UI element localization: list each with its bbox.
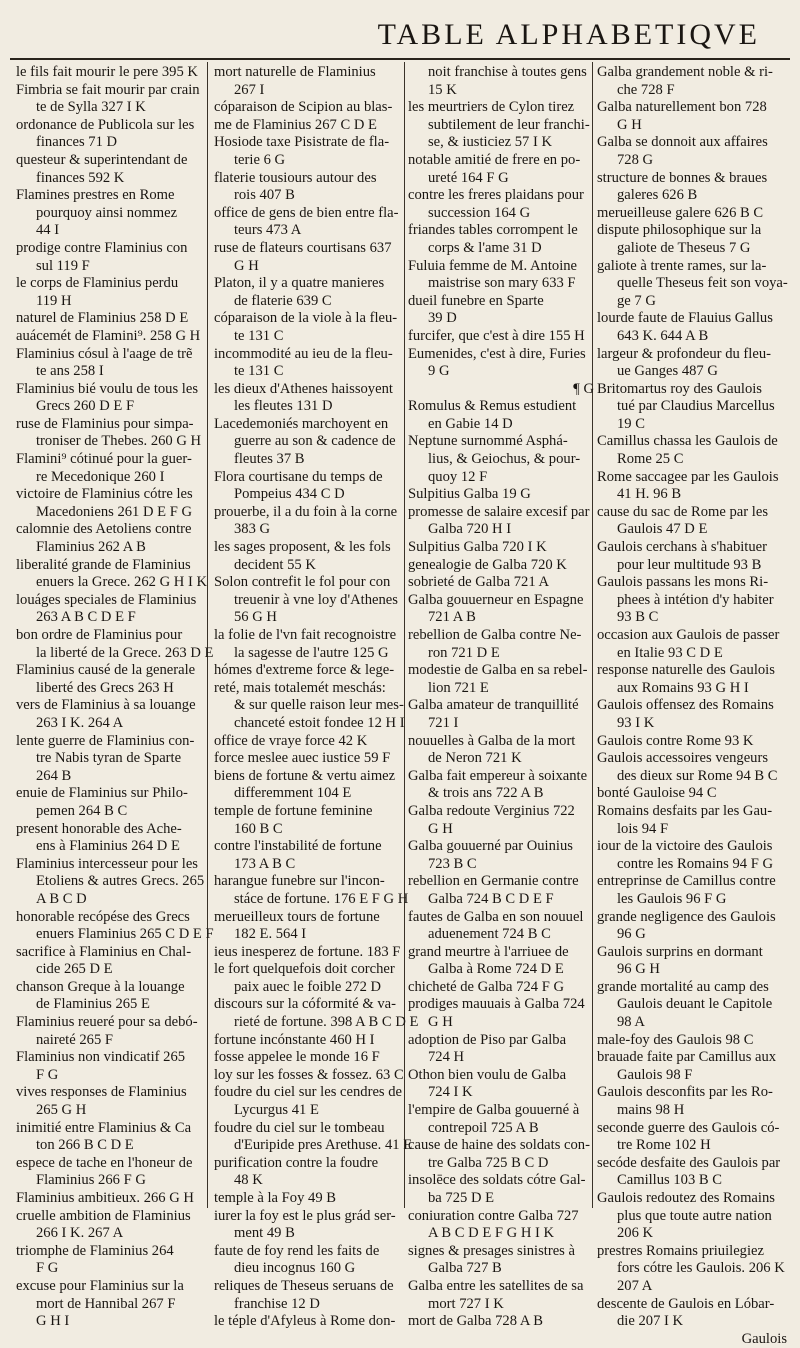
- index-line: reté, mais totalemét meschás:: [214, 679, 386, 696]
- index-line: 93 I K: [617, 714, 655, 731]
- index-line: 119 H: [36, 292, 72, 309]
- index-line: chanceté estoit fondee 12 H I: [234, 714, 405, 731]
- index-line: Galba fait empereur à soixante: [408, 767, 588, 784]
- index-line: mains 98 H: [617, 1102, 685, 1119]
- index-line: tué par Claudius Marcellus: [617, 398, 775, 415]
- index-line: iour de la victoire des Gaulois: [597, 838, 773, 855]
- index-line: finances 592 K: [36, 169, 125, 186]
- index-line: temple de fortune feminine: [214, 802, 373, 819]
- index-line: Britomartus roy des Gaulois: [597, 380, 762, 397]
- index-line: enuie de Flaminius sur Philo-: [16, 785, 188, 802]
- index-line: force meslee auec iustice 59 F: [214, 750, 391, 767]
- index-line: pourquoy ainsi nommez: [36, 204, 178, 221]
- index-line: ordonance de Publicola sur les: [16, 116, 195, 133]
- index-line: rieté de fortune. 398 A B C D E: [234, 1014, 419, 1031]
- index-line: Lycurgus 41 E: [234, 1102, 319, 1119]
- index-line: cóparaison de la viole à la fleu-: [214, 310, 398, 327]
- index-line: Othon bien voulu de Galba: [408, 1066, 567, 1083]
- index-line: me de Flaminius 267 C D E: [214, 116, 377, 133]
- index-line: structure de bonnes & braues: [597, 169, 768, 186]
- index-line: 93 B C: [617, 609, 659, 626]
- index-line: rebellion en Germanie contre: [408, 873, 579, 890]
- index-line: Neptune surnommé Asphá-: [408, 433, 568, 450]
- index-line: paix auec le foible 272 D: [234, 978, 382, 995]
- index-line: Camillus chassa les Gaulois de: [597, 433, 778, 450]
- index-line: rois 407 B: [234, 187, 295, 204]
- index-line: victoire de Flaminius cótre les: [16, 486, 193, 503]
- index-line: Sulpitius Galba 19 G: [408, 486, 531, 503]
- index-line: contre les freres plaidans pour: [408, 187, 584, 204]
- index-line: 98 A: [617, 1014, 645, 1031]
- index-line: guerre au son & cadence de: [234, 433, 396, 450]
- index-line: cruelle ambition de Flaminius: [16, 1207, 191, 1224]
- index-line: differemment 104 E: [234, 785, 352, 802]
- index-line: 263 A B C D E F: [36, 609, 136, 626]
- index-line: franchise 12 D: [234, 1295, 320, 1312]
- index-line: Flaminius causé de la generale: [16, 662, 196, 679]
- index-line: liberalité grande de Flaminius: [16, 556, 191, 573]
- index-line: 96 G H: [617, 961, 660, 978]
- index-line: notable amitié de frere en po-: [408, 151, 581, 168]
- index-line: terie 6 G: [234, 151, 286, 168]
- index-line: Fuluia femme de M. Antoine: [408, 257, 578, 274]
- index-line: 19 C: [617, 415, 645, 432]
- index-line: 96 G: [617, 926, 646, 943]
- index-line: teurs 473 A: [234, 222, 302, 239]
- index-line: Galba redoute Verginius 722: [408, 802, 575, 819]
- index-line: ¶ G: [573, 380, 594, 397]
- index-line: contre l'instabilité de fortune: [214, 838, 382, 855]
- index-line: fors cótre les Gaulois. 206 K: [617, 1260, 785, 1277]
- index-line: Romulus & Remus estudient: [408, 398, 577, 415]
- index-line: te ans 258 I: [36, 363, 104, 380]
- index-line: Flora courtisane du temps de: [214, 468, 383, 485]
- index-line: 39 D: [428, 310, 457, 327]
- index-line: fosse appelee le monde 16 F: [214, 1049, 380, 1066]
- index-line: present honorable des Ache-: [16, 820, 182, 837]
- index-line: Flaminius 262 A B: [36, 539, 146, 556]
- index-line: 48 K: [234, 1172, 263, 1189]
- index-line: finances 71 D: [36, 134, 118, 151]
- index-line: le corps de Flaminius perdu: [16, 275, 179, 292]
- index-line: harangue funebre sur l'incon-: [214, 873, 385, 890]
- index-line: le fort quelquefois doit corcher: [214, 961, 395, 978]
- index-line: Gaulois accessoires vengeurs: [597, 750, 769, 767]
- index-line: rebellion de Galba contre Ne-: [408, 627, 582, 643]
- index-line: mort naturelle de Flaminius: [214, 64, 376, 80]
- index-line: faute de foy rend les faits de: [214, 1242, 380, 1259]
- page-title: TABLE ALPHABETIQVE: [377, 18, 760, 51]
- index-line: G H: [617, 116, 642, 133]
- index-line: tre Galba 725 B C D: [428, 1154, 549, 1171]
- index-line: Flaminius intercesseur pour les: [16, 855, 198, 872]
- index-line: biens de fortune & vertu aimez: [214, 767, 396, 784]
- index-line: office de gens de bien entre fla-: [214, 204, 399, 221]
- index-line: occasion aux Gaulois de passer: [597, 627, 780, 643]
- index-line: la sagesse de l'autre 125 G: [234, 644, 389, 661]
- index-line: sobrieté de Galba 721 A: [408, 574, 550, 591]
- index-line: Solon contrefit le fol pour con: [214, 574, 391, 591]
- index-line: auácemét de Flamini⁹. 258 G H: [16, 327, 201, 344]
- index-line: prestres Romains priuilegiez: [597, 1242, 764, 1259]
- index-line: brauade faite par Camillus aux: [597, 1049, 777, 1066]
- index-line: Gaulois cerchans à s'habituer: [597, 539, 767, 556]
- index-line: lois 94 F: [617, 820, 669, 837]
- index-line: adoption de Piso par Galba: [408, 1031, 567, 1048]
- index-line: ton 266 B C D E: [36, 1137, 134, 1154]
- index-line: excuse pour Flaminius sur la: [16, 1277, 184, 1294]
- index-line: honorable recópése des Grecs: [16, 908, 190, 925]
- index-line: contre les Romains 94 F G: [617, 855, 774, 872]
- index-line: secóde desfaite des Gaulois par: [597, 1154, 781, 1171]
- index-line: corps & l'ame 31 D: [428, 239, 542, 256]
- index-line: Flaminius non vindicatif 265: [16, 1049, 186, 1066]
- column-divider: [207, 62, 208, 1208]
- index-line: lourde faute de Flauius Gallus: [597, 310, 773, 327]
- index-line: l'empire de Galba gouuerné à: [408, 1102, 580, 1119]
- index-line: 724 I K: [428, 1084, 473, 1101]
- index-line: Galba amateur de tranquillité: [408, 697, 579, 714]
- index-line: Gaulois desconfits par les Ro-: [597, 1084, 773, 1101]
- index-line: grande mortalité au camp des: [597, 978, 769, 995]
- index-line: 56 G H: [234, 609, 277, 626]
- index-line: prodiges mauuais à Galba 724: [408, 996, 585, 1013]
- index-column-3: [408, 64, 594, 1330]
- index-line: 207 A: [617, 1277, 653, 1294]
- index-line: Galba 720 H I: [428, 521, 512, 538]
- index-line: dispute philosophique sur la: [597, 222, 762, 239]
- index-line: Galba gouuerné par Ouinius: [408, 838, 573, 855]
- index-line: treuenir à vne loy d'Athenes: [234, 591, 398, 608]
- index-line: le fils fait mourir le pere 395 K: [16, 64, 198, 80]
- index-line: flaterie tousiours autour des: [214, 169, 377, 186]
- index-line: succession 164 G: [428, 204, 531, 221]
- index-line: grand meurtre à l'arriuee de: [408, 943, 569, 960]
- index-line: Rome 25 C: [617, 451, 684, 468]
- index-line: de Flaminius 265 E: [36, 996, 150, 1013]
- index-line: ruse de flateurs courtisans 637: [214, 239, 392, 256]
- index-line: G H I: [36, 1313, 70, 1330]
- index-line: Etoliens & autres Grecs. 265: [36, 873, 205, 890]
- index-line: Romains desfaits par les Gau-: [597, 802, 773, 819]
- index-line: che 728 F: [617, 81, 675, 98]
- index-line: inimitié entre Flaminius & Ca: [16, 1119, 192, 1136]
- index-line: ba 725 D E: [428, 1190, 495, 1206]
- index-line: sul 119 F: [36, 257, 90, 274]
- index-line: contrepoil 725 A B: [428, 1119, 539, 1136]
- index-line: Flaminius bié voulu de tous les: [16, 380, 199, 397]
- index-line: triomphe de Flaminius 264: [16, 1242, 174, 1259]
- index-line: Camillus 103 B C: [617, 1172, 723, 1189]
- index-column-2: [214, 64, 419, 1330]
- index-line: 723 B C: [428, 855, 477, 872]
- index-line: les fleutes 131 D: [234, 398, 333, 415]
- index-line: G H: [428, 820, 453, 837]
- index-line: vives responses de Flaminius: [16, 1084, 187, 1101]
- index-line: sacrifice à Flaminius en Chal-: [16, 943, 192, 960]
- index-line: temple à la Foy 49 B: [214, 1190, 337, 1206]
- index-line: Macedoniens 261 D E F G: [36, 503, 193, 520]
- index-line: Galba naturellement bon 728: [597, 99, 767, 116]
- index-line: te de Sylla 327 I K: [36, 99, 146, 116]
- index-line: dieu incognus 160 G: [234, 1260, 356, 1277]
- index-line: Galba gouuerneur en Espagne: [408, 591, 584, 608]
- index-line: dueil funebre en Sparte: [408, 292, 544, 309]
- index-line: mort 727 I K: [428, 1295, 504, 1312]
- index-line: phees à intétion d'y habiter: [617, 591, 774, 608]
- index-line: 267 I: [234, 81, 265, 98]
- index-line: en Italie 93 C D E: [617, 644, 723, 661]
- index-line: purification contre la foudre: [214, 1154, 379, 1171]
- index-line: pemen 264 B C: [36, 802, 128, 819]
- index-line: 9 G: [428, 363, 450, 380]
- index-line: fautes de Galba en son nouuel: [408, 908, 584, 925]
- index-line: ens à Flaminius 264 D E: [36, 838, 180, 855]
- index-line: 264 B: [36, 767, 72, 784]
- index-line: naturel de Flaminius 258 D E: [16, 310, 189, 327]
- index-line: calomnie des Aetoliens contre: [16, 521, 192, 538]
- index-line: te 131 C: [234, 327, 284, 344]
- index-line: Hosiode taxe Pisistrate de fla-: [214, 134, 390, 151]
- index-line: lion 721 E: [428, 679, 489, 696]
- index-line: bonté Gauloise 94 C: [597, 785, 717, 802]
- index-line: galiote à trente rames, sur la-: [597, 257, 767, 274]
- page-header: [0, 0, 800, 64]
- index-line: 206 K: [617, 1225, 654, 1242]
- header-rule: [10, 58, 790, 60]
- index-line: troniser de Thebes. 260 G H: [36, 433, 202, 450]
- index-line: 182 E. 564 I: [234, 926, 307, 943]
- index-line: loy sur les fosses & fossez. 63 C: [214, 1066, 404, 1083]
- index-line: aduenement 724 B C: [428, 926, 551, 943]
- index-line: furcifer, que c'est à dire 155 H: [408, 327, 585, 344]
- index-line: Sulpitius Galba 720 I K: [408, 539, 547, 556]
- index-line: office de vraye force 42 K: [214, 732, 368, 749]
- index-line: la liberté de la Grece. 263 D E: [36, 644, 214, 661]
- index-line: chicheté de Galba 724 F G: [408, 978, 565, 995]
- index-line: genealogie de Galba 720 K: [408, 556, 567, 573]
- index-line: liberté des Grecs 263 H: [36, 679, 174, 696]
- index-line: friandes tables corrompent le: [408, 222, 578, 239]
- index-line: mort de Hannibal 267 F: [36, 1295, 176, 1312]
- index-line: 721 I: [428, 714, 459, 731]
- index-line: hómes d'extreme force & lege-: [214, 662, 395, 679]
- index-line: prodige contre Flaminius con: [16, 239, 188, 256]
- index-line: 724 H: [428, 1049, 465, 1066]
- index-line: tre Nabis tyran de Sparte: [36, 750, 182, 767]
- index-line: de flaterie 639 C: [234, 292, 332, 309]
- index-line: louáges speciales de Flaminius: [16, 591, 197, 608]
- index-line: Gaulois: [741, 1330, 787, 1347]
- index-line: d'Euripide pres Arethuse. 41 E: [234, 1137, 413, 1154]
- index-line: cide 265 D E: [36, 961, 113, 978]
- index-line: nouuelles à Galba de la mort: [408, 732, 576, 749]
- index-line: Flamines prestres en Rome: [16, 187, 175, 204]
- index-line: plus que toute autre nation: [617, 1207, 772, 1224]
- index-line: Gaulois 98 F: [617, 1066, 693, 1083]
- index-line: enuers Flaminius 265 C D E F: [36, 926, 214, 943]
- index-line: tre Rome 102 H: [617, 1137, 711, 1154]
- index-line: les dieux d'Athenes haissoyent: [214, 380, 393, 397]
- index-line: decident 55 K: [234, 556, 316, 573]
- index-line: lente guerre de Flaminius con-: [16, 732, 195, 749]
- index-line: ment 49 B: [234, 1225, 295, 1242]
- index-column-1: [16, 64, 214, 1330]
- index-line: die 207 I K: [617, 1313, 684, 1330]
- index-line: Flaminius cósul à l'aage de trẽ: [16, 345, 193, 362]
- index-line: Gaulois surprins en dormant: [597, 943, 763, 960]
- index-line: pour leur multitude 93 B: [617, 556, 762, 573]
- index-line: mort de Galba 728 A B: [408, 1313, 543, 1330]
- index-line: discours sur la cóformité & va-: [214, 996, 396, 1013]
- index-line: enuers la Grece. 262 G H I K: [36, 574, 208, 591]
- index-line: modestie de Galba en sa rebel-: [408, 662, 588, 679]
- index-line: Platon, il y a quatre manieres: [214, 275, 385, 292]
- index-line: grande negligence des Gaulois: [597, 908, 776, 925]
- index-line: re Mecedonique 260 I: [36, 468, 165, 485]
- index-column-4: [597, 64, 788, 1347]
- index-line: 265 G H: [36, 1102, 87, 1119]
- index-line: de Neron 721 K: [428, 750, 522, 767]
- index-line: A B C D E F G H I K: [428, 1225, 555, 1242]
- index-line: Rome saccagee par les Gaulois: [597, 468, 779, 485]
- index-line: ureté 164 F G: [428, 169, 509, 186]
- index-line: quelle Theseus feit son voya-: [617, 275, 788, 292]
- index-line: Galba 727 B: [428, 1260, 502, 1277]
- index-line: Flaminius 266 F G: [36, 1172, 146, 1189]
- index-line: Galba à Rome 724 D E: [428, 961, 564, 978]
- index-line: 173 A B C: [234, 855, 296, 872]
- index-line: Fimbria se fait mourir par crain: [16, 81, 200, 98]
- index-line: Flamini⁹ cótinué pour la guer-: [16, 451, 192, 468]
- index-line: F G: [36, 1260, 59, 1277]
- index-line: descente de Gaulois en Lóbar-: [597, 1295, 775, 1312]
- index-line: Gaulois 47 D E: [617, 521, 708, 538]
- index-line: 266 I K. 267 A: [36, 1225, 124, 1242]
- index-line: Gaulois deuant le Capitole: [617, 996, 773, 1013]
- index-line: Flaminius ambitieux. 266 G H: [16, 1190, 194, 1206]
- index-line: merueilleuse galere 626 B C: [597, 204, 764, 221]
- index-line: Flaminius reueré pour sa debó-: [16, 1014, 198, 1031]
- index-line: chanson Greque à la louange: [16, 978, 185, 995]
- index-line: 383 G: [234, 521, 271, 538]
- index-line: 44 I: [36, 222, 60, 239]
- index-line: vers de Flaminius à sa louange: [16, 697, 196, 714]
- index-line: cause du sac de Rome par les: [597, 503, 769, 520]
- index-line: 643 K. 644 A B: [617, 327, 709, 344]
- index-line: subtilement de leur franchi-: [428, 116, 590, 133]
- index-line: A B C D: [36, 890, 87, 907]
- index-line: fleutes 37 B: [234, 451, 305, 468]
- index-line: naireté 265 F: [36, 1031, 114, 1048]
- index-line: la folie de l'vn fait recognoistre: [214, 627, 397, 643]
- index-line: incommodité au ieu de la fleu-: [214, 345, 393, 362]
- index-line: bon ordre de Flaminius pour: [16, 627, 183, 643]
- index-line: maistrise son mary 633 F: [428, 275, 576, 292]
- index-line: Gaulois offensez des Romains: [597, 697, 774, 714]
- index-line: merueilleux tours de fortune: [214, 908, 380, 925]
- index-line: aux Romains 93 G H I: [617, 679, 749, 696]
- index-line: & sur quelle raison leur mes-: [234, 697, 404, 714]
- index-line: iurer la foy est le plus grád ser-: [214, 1207, 396, 1224]
- index-line: stáce de fortune. 176 E F G H: [234, 890, 409, 907]
- index-line: prouerbe, il a du foin à la corne: [214, 503, 398, 520]
- index-line: questeur & superintendant de: [16, 151, 188, 168]
- index-line: & trois ans 722 A B: [428, 785, 544, 802]
- index-line: les meurtriers de Cylon tirez: [408, 99, 575, 116]
- index-line: 721 A B: [428, 609, 476, 626]
- index-line: galiote de Theseus 7 G: [617, 239, 751, 256]
- index-line: foudre du ciel sur les cendres de: [214, 1084, 403, 1101]
- index-line: coniuration contre Galba 727: [408, 1207, 579, 1224]
- index-line: noit franchise à toutes gens: [428, 64, 587, 80]
- index-line: G H: [234, 257, 259, 274]
- index-line: Gaulois contre Rome 93 K: [597, 732, 754, 749]
- index-line: cóparaison de Scipion au blas-: [214, 99, 393, 116]
- index-line: 41 H. 96 B: [617, 486, 682, 503]
- index-line: les sages proposent, & les fols: [214, 539, 391, 556]
- index-line: ieus inesperez de fortune. 183 F: [214, 943, 401, 960]
- index-line: Galba grandement noble & ri-: [597, 64, 773, 80]
- index-line: te 131 C: [234, 363, 284, 380]
- index-line: quoy 12 F: [428, 468, 488, 485]
- index-line: F G: [36, 1066, 59, 1083]
- index-line: cause de haine des soldats con-: [408, 1137, 590, 1154]
- index-line: 160 B C: [234, 820, 283, 837]
- index-line: 263 I K. 264 A: [36, 714, 124, 731]
- index-line: fortune incónstante 460 H I: [214, 1031, 375, 1048]
- index-line: des dieux sur Rome 94 B C: [617, 767, 778, 784]
- index-line: Pompeius 434 C D: [234, 486, 345, 503]
- index-line: Eumenides, c'est à dire, Furies: [408, 345, 586, 362]
- index-line: les Gaulois 96 F G: [617, 890, 727, 907]
- index-line: foudre du ciel sur le tombeau: [214, 1119, 385, 1136]
- index-line: signes & presages sinistres à: [408, 1242, 575, 1259]
- index-line: ruse de Flaminius pour simpa-: [16, 415, 194, 432]
- index-line: G H: [428, 1014, 453, 1031]
- index-line: en Gabie 14 D: [428, 415, 513, 432]
- index-line: espece de tache en l'honeur de: [16, 1154, 193, 1171]
- index-line: seconde guerre des Gaulois có-: [597, 1119, 780, 1136]
- index-line: reliques de Theseus seruans de: [214, 1277, 394, 1294]
- index-line: Galba entre les satellites de sa: [408, 1277, 584, 1294]
- index-line: lius, & Geiochus, & pour-: [428, 451, 581, 468]
- index-line: Gaulois redoutez des Romains: [597, 1190, 775, 1206]
- index-line: male-foy des Gaulois 98 C: [597, 1031, 754, 1048]
- index-line: galeres 626 B: [617, 187, 698, 204]
- index-line: promesse de salaire excesif par: [408, 503, 590, 520]
- index-line: Grecs 260 D E F: [36, 398, 135, 415]
- index-line: Galba se donnoit aux affaires: [597, 134, 768, 151]
- index-line: se, & iusticiez 57 I K: [428, 134, 553, 151]
- index-line: Gaulois passans les mons Ri-: [597, 574, 769, 591]
- index-line: largeur & profondeur du fleu-: [597, 345, 771, 362]
- index-line: response naturelle des Gaulois: [597, 662, 775, 679]
- column-divider: [404, 62, 405, 1208]
- index-line: ron 721 D E: [428, 644, 500, 661]
- index-line: 728 G: [617, 151, 654, 168]
- index-line: Lacedemoniés marchoyent en: [214, 415, 389, 432]
- index-line: Galba 724 B C D E F: [428, 890, 554, 907]
- index-line: ge 7 G: [617, 292, 656, 309]
- index-line: ue Ganges 487 G: [617, 363, 718, 380]
- index-line: entreprinse de Camillus contre: [597, 873, 776, 890]
- index-line: le téple d'Afyleus à Rome don-: [214, 1313, 396, 1330]
- index-line: 15 K: [428, 81, 457, 98]
- index-line: insolēce des soldats cótre Gal-: [408, 1172, 586, 1189]
